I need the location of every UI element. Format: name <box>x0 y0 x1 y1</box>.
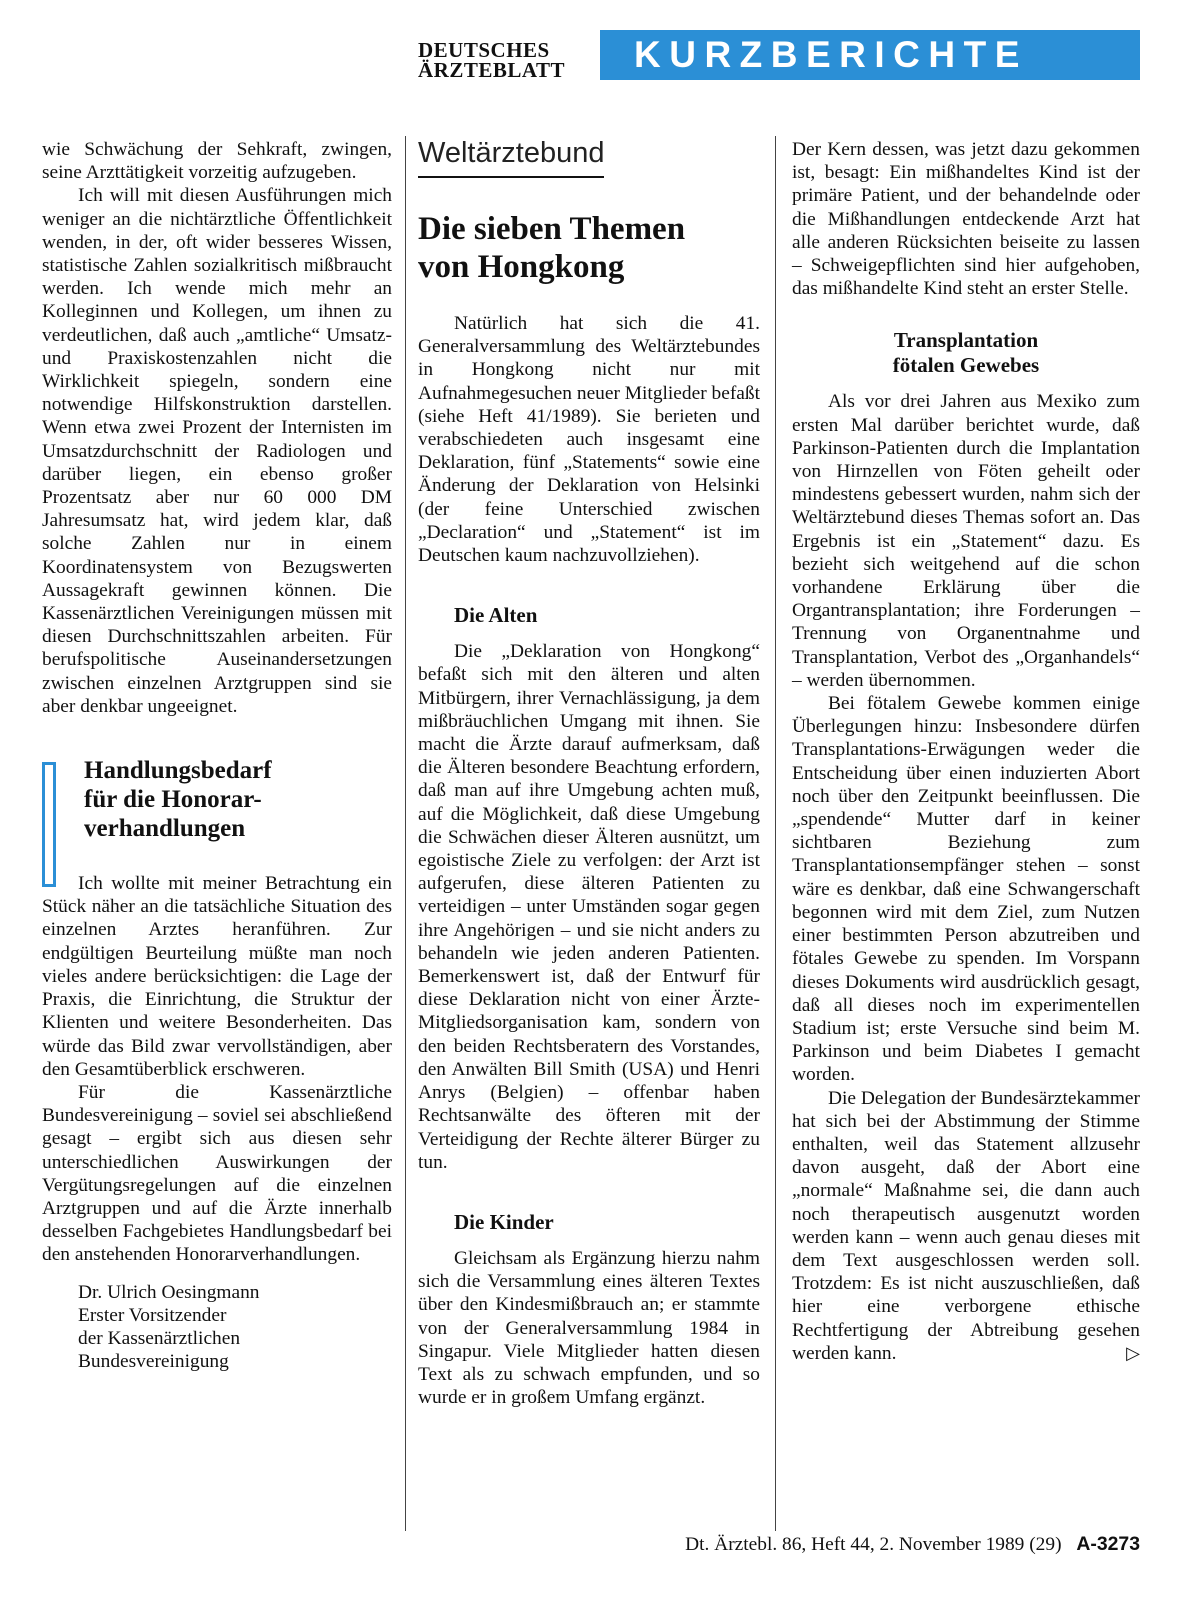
blue-bracket-decoration <box>42 762 56 887</box>
subhead-die-alten: Die Alten <box>454 603 538 628</box>
col1-paragraph-3: Ich wollte mit meiner Betrachtung ein Stück näher an die tatsächliche Situation des einzelnen Arztes heranführen. Zur endgültigen Beurteilung müßte man noch vieles andere berücksichtigen: die Lage der Praxis, die Einrichtung, die Struktur der Klienten und weitere Besonderheiten. Das würde das Bild zwar vervollständigen, aber den Gesamtüberblick erschweren. <box>42 873 392 1080</box>
col3-paragraph-1: Der Kern dessen, was jetzt dazu gekommen ist, besagt: Ein mißhandeltes Kind ist der primäre Patient, und der behandelnde oder die Mißhandlungen entdeckende Arzt hat alle anderen Rücksichten beiseite zu lassen – Schweigepflichten sind hier aufgehoben, das mißhandelte Kind steht an erster Stelle. <box>792 139 1140 300</box>
col3-paragraph-3: Bei fötalem Gewebe kommen einige Überlegungen hinzu: Insbesondere dürfen Transplantations-Erwägungen weder die Entscheidung über einen induzierten Abort noch über den Zeitpunkt beeinflussen. Die „spendende“ Mutter darf in keiner sichtbaren Beziehung zum Transplantationsempfänger stehen – sonst wäre es denkbar, daß eine Schwangerschaft begonnen wird mit dem Ziel, zum Nutzen einer bestimmten Person abzutreiben und fötales Gewebe zu spenden. Im Vorspann dieses Dokuments wird ausdrücklich gesagt, daß all dieses noch im experimentellen Stadium ist; erste Versuche sind beim M. Parkinson und beim Diabetes I gemacht worden. <box>792 693 1140 1086</box>
col2-paragraph-1: Natürlich hat sich die 41. Generalversammlung des Weltärztebundes in Hongkong nicht nur mit Aufnahmegesuchen neuer Mitglieder befaßt (siehe Heft 41/1989). Sie berieten und verabschiedeten auch insgesamt eine Deklaration, fünf „Statements“ sowie eine Änderung der Deklaration von Helsinki (der feine Unterschied zwischen „Declaration“ und „Statement“ ist im Deutschen kaum nachzuvollziehen). <box>418 313 760 567</box>
article-title <box>418 210 760 286</box>
col2-paragraph-3: Gleichsam als Ergänzung hierzu nahm sich die Versammlung eines älteren Textes über den Kindesmißbrauch an; er stammte von der Generalversammlung 1984 in Singapur. Viele Mitglieder hatten diesen Text als zu schwach empfunden, und so wurde er in großem Umfang ergänzt. <box>418 1247 760 1409</box>
signature-line-1: Dr. Ulrich Oesingmann <box>78 1281 260 1303</box>
footer-citation: Dt. Ärztebl. 86, Heft 44, 2. November 1989 (29) <box>685 1534 1062 1555</box>
subhead-die-kinder: Die Kinder <box>454 1209 554 1234</box>
column-2 <box>418 138 760 1409</box>
logo-line-1: DEUTSCHES <box>418 38 550 62</box>
signature-line-4: Bundesvereinigung <box>78 1351 229 1373</box>
col3-paragraph-4 <box>792 1087 1140 1365</box>
signature-line-2: Erster Vorsitzender <box>78 1304 227 1326</box>
article-title-line-2: von Hongkong <box>418 249 625 285</box>
subhead-transplantation-line-1: Transplantation <box>893 328 1039 353</box>
col3-paragraph-4-text: Die Delegation der Bundesärztekammer hat sich bei der Abstimmung der Stimme enthalten, weil das Statement allzusehr davon ausgeht, daß der Abort eine „normale“ Maßnahme sei, die dann auch noch therapeutisch ausgenutzt worden werden kann – wenn auch genau dieses mit dem Text ausgeschlossen werden soll. Trotzdem: Es ist nicht auszuschließen, daß hier eine verborgene ethische Rechtfertigung der Abtreibung gesehen werden kann. <box>792 1087 1140 1364</box>
article-title-line-1: Die sieben Themen <box>418 211 686 247</box>
logo-line-2: ÄRZTEBLATT <box>418 58 565 82</box>
col1-paragraph-2: Ich will mit diesen Ausführungen mich weniger an die nichtärztliche Öffentlichkeit wenden, in der, oft wider besseres Wissen, statistische Zahlen sozialkritisch mißbraucht werden. Ich wende mich mehr an Kolleginnen und Kollegen, um ihnen zu verdeutlichen, daß auch „amtliche“ Umsatz- und Praxiskostenzahlen nicht die Wirklichkeit spiegeln, sondern eine notwendige Hilfskonstruktion darstellen. Wenn etwa zwei Prozent der Internisten im Umsatzdurchschnitt der Radiologen und darüber liegen, ein ebenso großer Prozentsatz aber nur 60 000 DM Jahresumsatz hat, wird jedem klar, daß solche Zahlen nur in einem Koordinatensystem von Bezugswerten Aussagekraft gewinnen können. Die Kassenärztlichen Vereinigungen müssen mit diesen Durchschnittszahlen arbeiten. Für berufspolitische Auseinandersetzungen zwischen einzelnen Arztgruppen sind sie aber denkbar ungeeignet. <box>42 185 392 717</box>
author-signature <box>42 1281 392 1374</box>
col3-paragraph-2: Als vor drei Jahren aus Mexiko zum ersten Mal darüber berichtet wurde, daß Parkinson-Patienten durch die Implantation von Hirnzellen von Föten geheilt oder mindestens gebessert wurden, nahm sich der Weltärztebund dieses Themas sofort an. Das Ergebnis ist ein „Statement“ dazu. Es bezieht sich weitgehend auf die schon vorhandene Erklärung über die Organtransplantation; ihre Forderungen – Trennung von Organentnahme und Transplantation, Verbot des „Organhandels“ – werden übernommen. <box>792 391 1140 691</box>
boxed-headline <box>42 756 392 866</box>
column-divider-1 <box>405 136 406 1531</box>
page-footer <box>560 1532 1140 1557</box>
section-banner: KURZBERICHTE <box>600 30 1140 80</box>
column-1 <box>42 138 392 1373</box>
col2-paragraph-2: Die „Deklaration von Hongkong“ befaßt sich mit den älteren und alten Mitbürgern, ihrer Vernachlässigung, ja dem mißbräuchlichen Umgang mit ihnen. Sie macht die Ärzte darauf aufmerksam, daß die Älteren besondere Beachtung erfordern, daß man auf ihre Umgebung achten muß, auf die Möglichkeit, daß diese Umgebung die Schwächen dieser Älteren ausnützt, um egoistische Ziele zu verfolgen: der Arzt ist aufgerufen, diese älteren Patienten zu verteidigen – unter Umständen sogar gegen ihre Angehörigen – und sie nicht anders zu behandeln wie jeden anderen Patienten. Bemerkenswert ist, daß der Entwurf für diese Deklaration nicht von einer Ärzte-Mitgliedsorganisation kam, sondern von den beiden Rechtsberatern des Vorstandes, den Anwälten Bill Smith (USA) und Henri Anrys (Belgien) – offenbar haben Rechtsanwälte des öfteren mit der Verteidigung der Rechte älterer Bürger zu tun. <box>418 641 760 1173</box>
subhead-transplantation-line-2: fötalen Gewebes <box>892 353 1040 378</box>
subhead-transplantation <box>792 328 1140 378</box>
masthead-logo <box>418 40 588 80</box>
boxed-headline-line-1: Handlungsbedarf <box>84 757 272 785</box>
col1-paragraph-4: Für die Kassenärztliche Bundesvereinigung – soviel sei abschließend gesagt – ergibt sich aus diesen sehr unterschiedlichen Auswirkungen der Vergütungsregelungen auf die einzelnen Arztgruppen und auf die Ärzte innerhalb desselben Fachgebietes Handlungsbedarf bei den anstehenden Honorarverhandlungen. <box>42 1081 392 1266</box>
boxed-headline-line-2: für die Honorar- <box>84 786 262 814</box>
column-3 <box>792 138 1140 1365</box>
page-number: A-3273 <box>1076 1533 1140 1555</box>
boxed-headline-title <box>84 756 392 843</box>
signature-line-3: der Kassenärztlichen <box>78 1327 241 1349</box>
col1-paragraph-1: wie Schwächung der Sehkraft, zwingen, seine Arzttätigkeit vorzeitig aufzugeben. <box>42 139 392 184</box>
continue-arrow-icon: ▷ <box>1126 1342 1140 1364</box>
column-divider-2 <box>775 136 776 1531</box>
section-kicker: Weltärztebund <box>418 136 604 178</box>
boxed-headline-line-3: verhandlungen <box>84 815 246 843</box>
